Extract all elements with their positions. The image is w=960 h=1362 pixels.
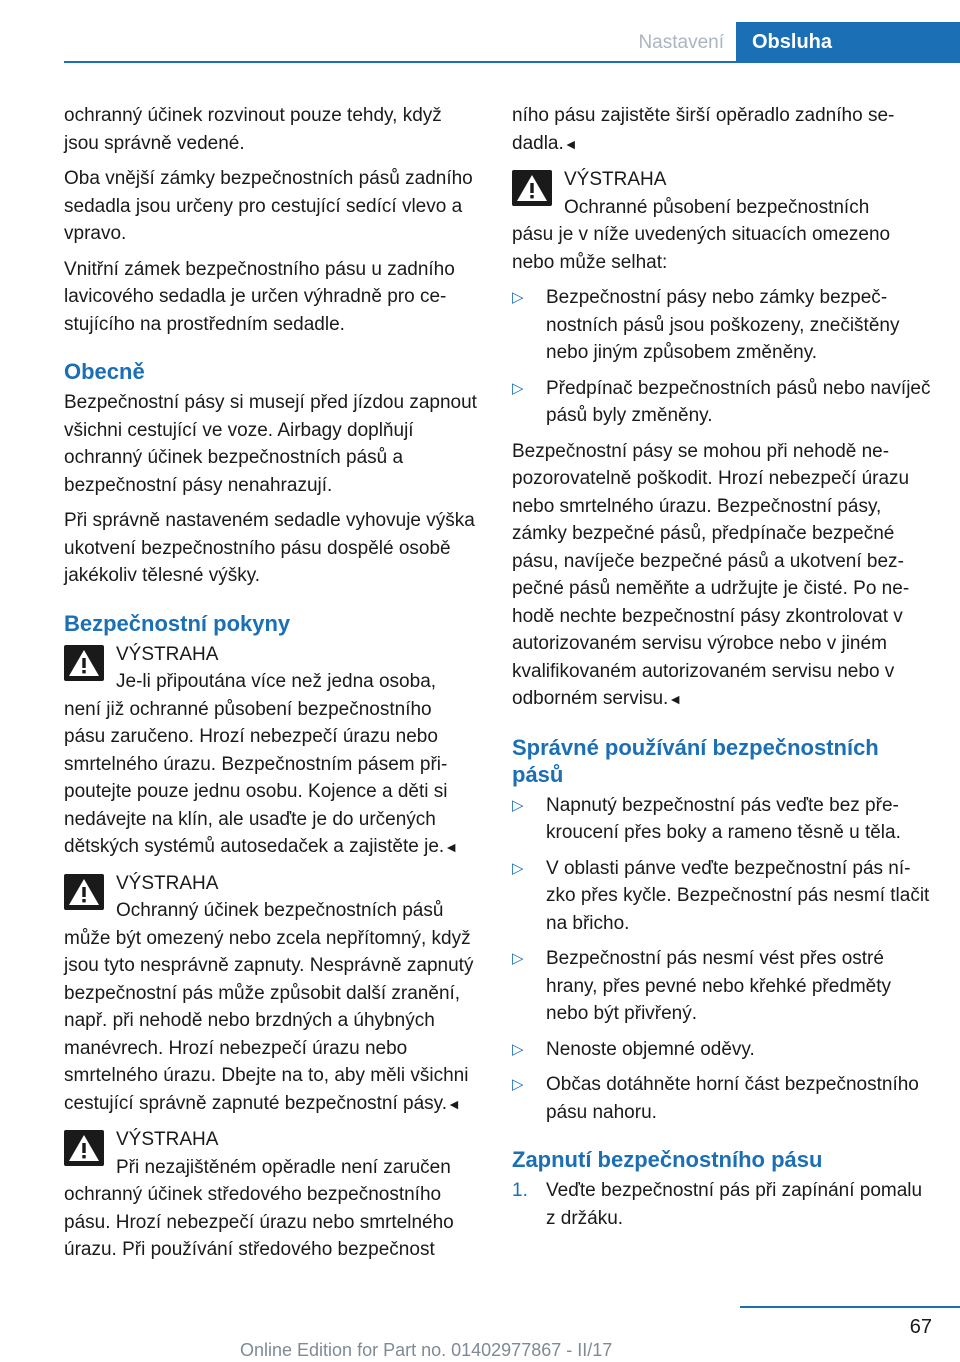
warning-first-line: Ochranné působení bezpečnostních [564, 196, 870, 218]
list-item: ▷ Bezpečnostní pásy nebo zámky bezpečnostních pásů jsou poškozeny, znečištěny nebo jiným způsobem změněny. [512, 284, 932, 367]
warning-title: VÝSTRAHA [116, 1129, 219, 1150]
heading-obecne: Obecně [64, 359, 145, 384]
list-item: ▷ V oblasti pánve veďte bezpečnostní pás nízko přes kyčle. Bezpečnostní pás nesmí tlačit na břicho. [512, 855, 932, 938]
chapter-tab[interactable]: Obsluha [736, 22, 960, 62]
list-item: ▷ Napnutý bezpečnostní pás veďte bez překroucení přes boky a rameno těsně u těla. [512, 792, 932, 847]
bullet-triangle-icon: ▷ [512, 950, 524, 967]
page-header [0, 22, 960, 62]
warning-icon [512, 170, 552, 206]
paragraph: Bezpečnostní pásy si musejí před jízdou zapnout všichni cestující ve voze. Airbagy doplňují ochranný účinek bezpečnostních pásů a bezpečnostní pásy nenahrazují. [64, 392, 477, 496]
end-mark-icon: ◄ [563, 135, 578, 152]
steps-list [512, 1177, 932, 1232]
step-number: 1. [512, 1180, 528, 1201]
heading-correct-use: Správné používání bezpečnostních pásů [512, 734, 879, 787]
warning-block [512, 166, 932, 276]
warning-title: VÝSTRAHA [116, 872, 219, 894]
warning-title: VÝSTRAHA [116, 643, 219, 665]
end-mark-icon: ◄ [668, 691, 683, 707]
paragraph: Bezpečnostní pásy se mohou při nehodě nepozorovatelně poškodit. Hrozí nebezpečí úrazu nebo smrtelného úrazu. Bezpečnostní pásy, zámky bezpečné pásů, předpínače bezpečné pásu, navíječe bezpečné pásů a ukotvení bezpečné pásů neměňte a udržujte je čisté. Po nehodě nechte bezpečnostní pásy zkontrolovat v autorizovaném servisu výrobce nebo v jiném kvalifikovaném autorizovaném servisu nebo v odborném servisu. [512, 440, 910, 709]
warning-block [64, 641, 478, 862]
bullet-triangle-icon: ▷ [512, 796, 524, 814]
bullet-triangle-icon: ▷ [512, 379, 524, 397]
end-mark-icon: ◄ [444, 839, 459, 855]
left-column [64, 102, 478, 1272]
warning-title: VÝSTRAHA [564, 169, 667, 190]
warning-text: ochranný účinek středového bezpečnostního pásu. Hrozí nebezpečí úrazu nebo smrtelného úrazu. Při používání středového bezpečnost [64, 1184, 454, 1260]
step-item: 1. Veďte bezpečnostní pás při zapínání pomalu z držáku. [512, 1177, 932, 1232]
bullet-triangle-icon: ▷ [512, 1076, 524, 1093]
edition-note: Online Edition for Part no. 01402977867 - II/17 [240, 1340, 613, 1360]
bullet-triangle-icon: ▷ [512, 859, 524, 877]
warning-block [64, 870, 478, 1119]
warning-first-line: Při nezajištěném opěradle není zaručen [116, 1156, 451, 1178]
page-number: 67 [909, 1316, 932, 1338]
paragraph: Oba vnější zámky bezpečnostních pásů zadního sedadla jsou určeny pro cestující sedící vlevo a vpravo. [64, 168, 473, 244]
end-mark-icon: ◄ [447, 1095, 461, 1112]
paragraph: Vnitřní zámek bezpečnostního pásu u zadního lavicového sedadla je určen výhradně pro cestujícího na prostředním sedadle. [64, 258, 455, 335]
heading-fastening: Zapnutí bezpečnostního pásu [512, 1147, 823, 1172]
list-item: ▷ Bezpečnostní pás nesmí vést přes ostré hrany, přes pevné nebo křehké předměty nebo být přivřený. [512, 945, 932, 1028]
damage-list [512, 284, 932, 430]
warning-text: pásu je v níže uvedených situacích omezeno nebo může selhat: [512, 224, 891, 273]
paragraph: Při správně nastaveném sedadle vyhovuje výška ukotvení bezpečnostního pásu dospělé osobě jakékoliv tělesné výšky. [64, 510, 475, 586]
right-column [512, 102, 932, 1240]
warning-icon [64, 874, 104, 910]
usage-list [512, 792, 932, 1127]
warning-first-line: Je-li připoutána více než jedna osoba, [116, 671, 437, 692]
footer-rule [740, 1306, 960, 1308]
warning-first-line: Ochranný účinek bezpečnostních pásů [116, 900, 444, 921]
warning-icon [64, 645, 104, 681]
list-item: ▷ Předpínač bezpečnostních pásů nebo navíječ pásů byly změněny. [512, 375, 932, 430]
list-item: ▷ Nenoste objemné oděvy. [512, 1036, 932, 1064]
warning-icon [64, 1130, 104, 1166]
paragraph: ochranný účinek rozvinout pouze tehdy, když jsou správně vedené. [64, 105, 442, 154]
warning-text: není již ochranné působení bezpečnostního pásu zaručeno. Hrozí nebezpečí úrazu nebo smrtelného úrazu. Bezpečnostním pásem připoutejte pouze jednu osobu. Kojence a děti si nedávejte na klín, ale usaďte je do určených dětských systémů autosedaček a zajistěte je. [64, 698, 448, 857]
section-tab[interactable]: Nastavení [638, 32, 724, 53]
warning-block [64, 1126, 478, 1264]
heading-safety-instructions: Bezpečnostní pokyny [64, 610, 291, 636]
warning-text: může být omezený nebo zcela nepřítomný, když jsou tyto nesprávně zapnuty. Nesprávně zapnutý bezpečnostní pás může způsobit další zranění, např. při nehodě nebo brzdných a úhybných manévrech. Hrozí nebezpečí úrazu nebo smrtelného úrazu. Dbejte na to, aby měli všichni cestující správně zapnuté bezpečnostní pásy. [64, 927, 474, 1114]
list-item: ▷ Občas dotáhněte horní část bezpečnostního pásu nahoru. [512, 1071, 932, 1126]
bullet-triangle-icon: ▷ [512, 289, 524, 306]
header-rule [64, 61, 960, 63]
bullet-triangle-icon: ▷ [512, 1040, 524, 1058]
paragraph: ního pásu zajistěte širší opěradlo zadního sedadla. [512, 105, 895, 154]
